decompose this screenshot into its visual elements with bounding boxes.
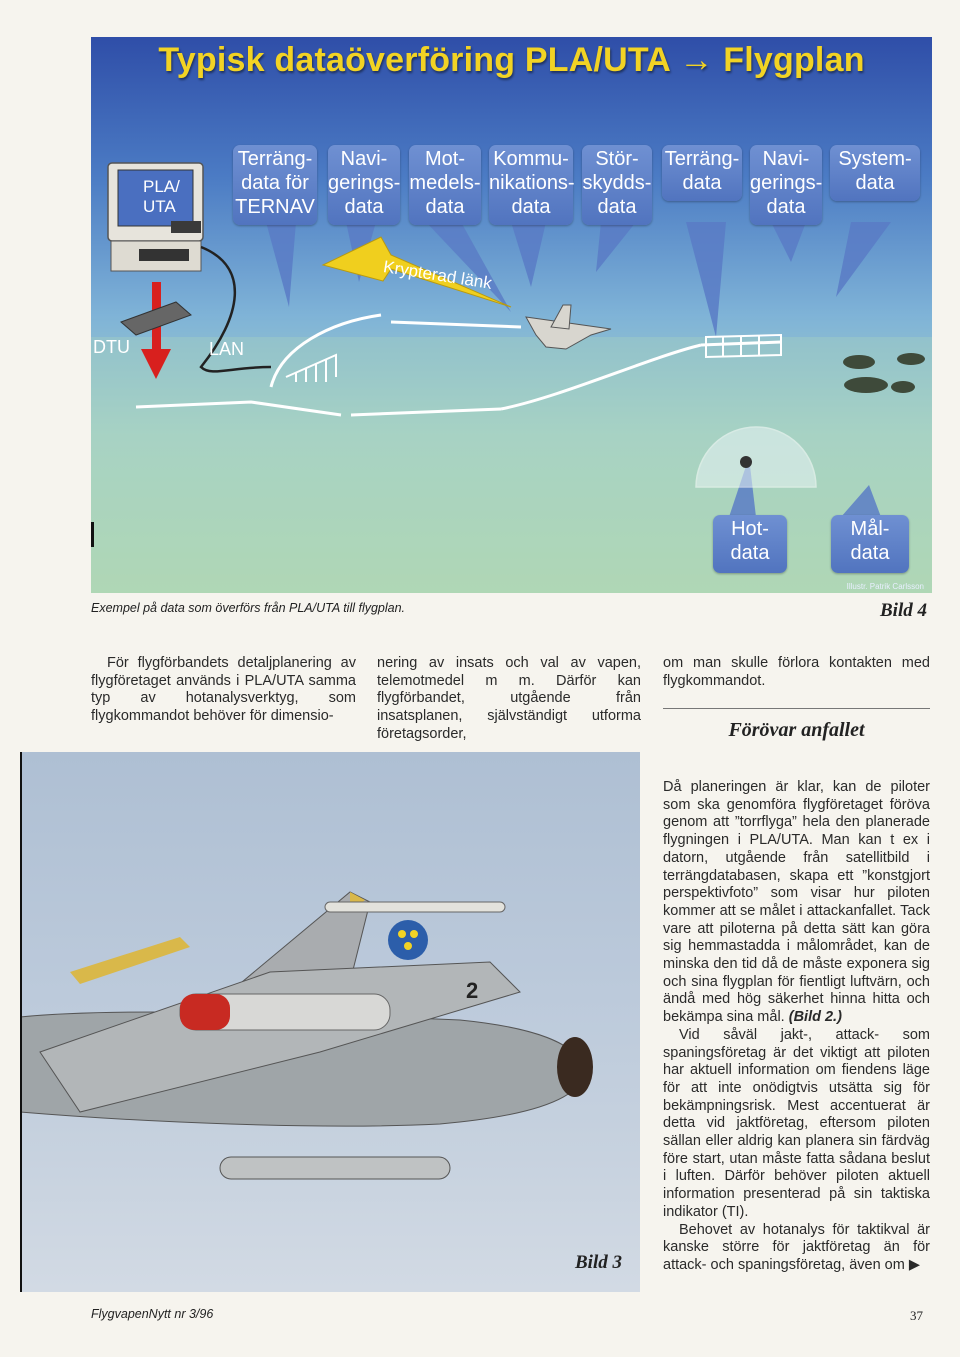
figure-4-illustration [91,37,932,593]
text-column-2 [377,655,641,744]
column-1-paragraph: För flygförbandets detaljplanering av flygföretaget används i PLA/UTA samma typ av hotanalysverktyg, som flygkommandot behöver för dimensio- [91,655,356,725]
box-line: skydds- [582,172,652,194]
illustration-credit: Illustr. Patrik Carlsson [846,582,924,591]
box-line: Terräng- [237,148,313,170]
text-column-3-top [663,655,930,690]
box-line: Navi- [340,148,388,170]
paragraph-1-text: Då planeringen är klar, kan de piloter som ska genomföra flygföretaget föröva genom att ”torrflyga” hela den planerade flygningen i PLA/UTA. Man kan t ex i datorn, utgående från satellitbild i terrängdatabasen, skapa ett ”konstgjort perspektivfoto” som visar hur piloten kommer att se målet i attackanfallet. Tack vare att piloterna på detta sätt kan göra sig hemmastadda i målområdet, kan de minska den tid då de måste exponera sig och sina flygplan för fientligt luftvärn, och ändå med hög säkerhet hinna hitta och bekämpa sina mål. [663,779,930,1026]
box-line: data [344,196,384,218]
box-line: nikations- [489,172,575,194]
column-3-paragraph-top: om man skulle förlora kontakten med flygkommandot. [663,655,930,689]
box-line: gerings- [328,172,401,194]
section-heading: Förövar anfallet [728,719,865,741]
figure-4-graphics [91,37,932,593]
page-number: 37 [910,1308,923,1323]
text-column-1 [91,655,356,726]
box-line: data [730,542,770,564]
figure-4-label: Bild 4 [880,600,927,621]
scan-edge-line [20,752,22,1292]
text-column-3 [663,779,930,1275]
box-line: data för [241,172,309,194]
computer-label-line-2: UTA [143,197,176,216]
box-line: System- [838,148,912,170]
figure-title: Typisk dataöverföring PLA/UTA → Flygplan [158,41,865,79]
upper-missile [325,902,505,912]
box-line: Mot- [425,148,465,170]
box-line: TERNAV [235,196,315,218]
box-line: data [850,542,890,564]
tail-number: 2 [466,978,479,1003]
column-3-paragraph-1 [663,779,930,1027]
box-line: Hot- [731,518,769,540]
column-3-paragraph-3: Behovet av hotanalys för taktikval är kanske större för jaktföretag än för attack- och spaningsföretag, även om ▶ [663,1221,930,1273]
data-box-countermeasures [409,145,481,225]
aircraft-nose [557,1037,593,1097]
box-line: data [855,172,895,194]
drop-tank-red-nose [180,994,230,1030]
data-box-target [831,515,909,573]
data-box-system [830,145,920,201]
data-box-navigation-2 [750,145,822,225]
computer-label-line-1: PLA/ [143,177,180,196]
roundel-icon [388,920,428,960]
box-line: data [425,196,465,218]
radar-site-icon [740,456,752,468]
belly-pod [220,1157,450,1179]
scan-edge-mark [91,522,94,547]
data-box-threat [713,515,787,573]
data-box-terrain-ternav [233,145,317,225]
box-line: data [766,196,806,218]
box-line: Terräng- [664,148,740,170]
dtu-label: DTU [93,337,130,357]
data-box-terrain [662,145,742,201]
box-line: Mål- [850,518,890,540]
box-line: medels- [409,172,481,194]
column-3-paragraph-2: Vid såväl jakt-, attack- som spaningsföretag är det viktigt att piloten har aktuell information om fiendens läge för att inte onödigtvis utsätta sig för bekämpningsrisk. Mest accentuerat är detta vid jaktföretag, eftersom piloten sällan eller aldrig kan planera sin färdväg före start, utan måste fatta sådana beslut i luften. Därför behöver piloten aktuell information presenterad på sin taktiska indikator (TI). [663,1026,930,1220]
aircraft-photo [20,752,640,1292]
box-line: data [682,172,722,194]
data-box-navigation [328,145,400,225]
encrypted-link-label: Krypterad länk [382,257,494,293]
box-line: Kommu- [493,148,569,170]
data-box-communication [489,145,573,225]
figure-3-label: Bild 3 [575,1252,622,1273]
box-line: Stör- [595,148,639,170]
box-line: data [597,196,637,218]
column-2-paragraph: nering av insats och val av vapen, telemotmedel m m. Därför kan flygförbandet, utgående från insatsplanen, självständigt utforma företagsorder, [377,655,641,742]
canard-marking [70,937,190,984]
bild-2-reference: (Bild 2.) [788,1009,842,1026]
heading-rule [663,708,930,709]
box-line: Navi- [762,148,810,170]
box-line: gerings- [750,172,823,194]
computer-label [143,177,180,217]
figure-4-caption: Exempel på data som överförs från PLA/UTA till flygplan. [91,601,406,615]
box-line: data [511,196,551,218]
magazine-footer: FlygvapenNytt nr 3/96 [91,1307,214,1321]
lan-label: LAN [209,339,245,359]
jas-gripen-photo [20,752,640,1292]
data-box-ecm [582,145,652,225]
